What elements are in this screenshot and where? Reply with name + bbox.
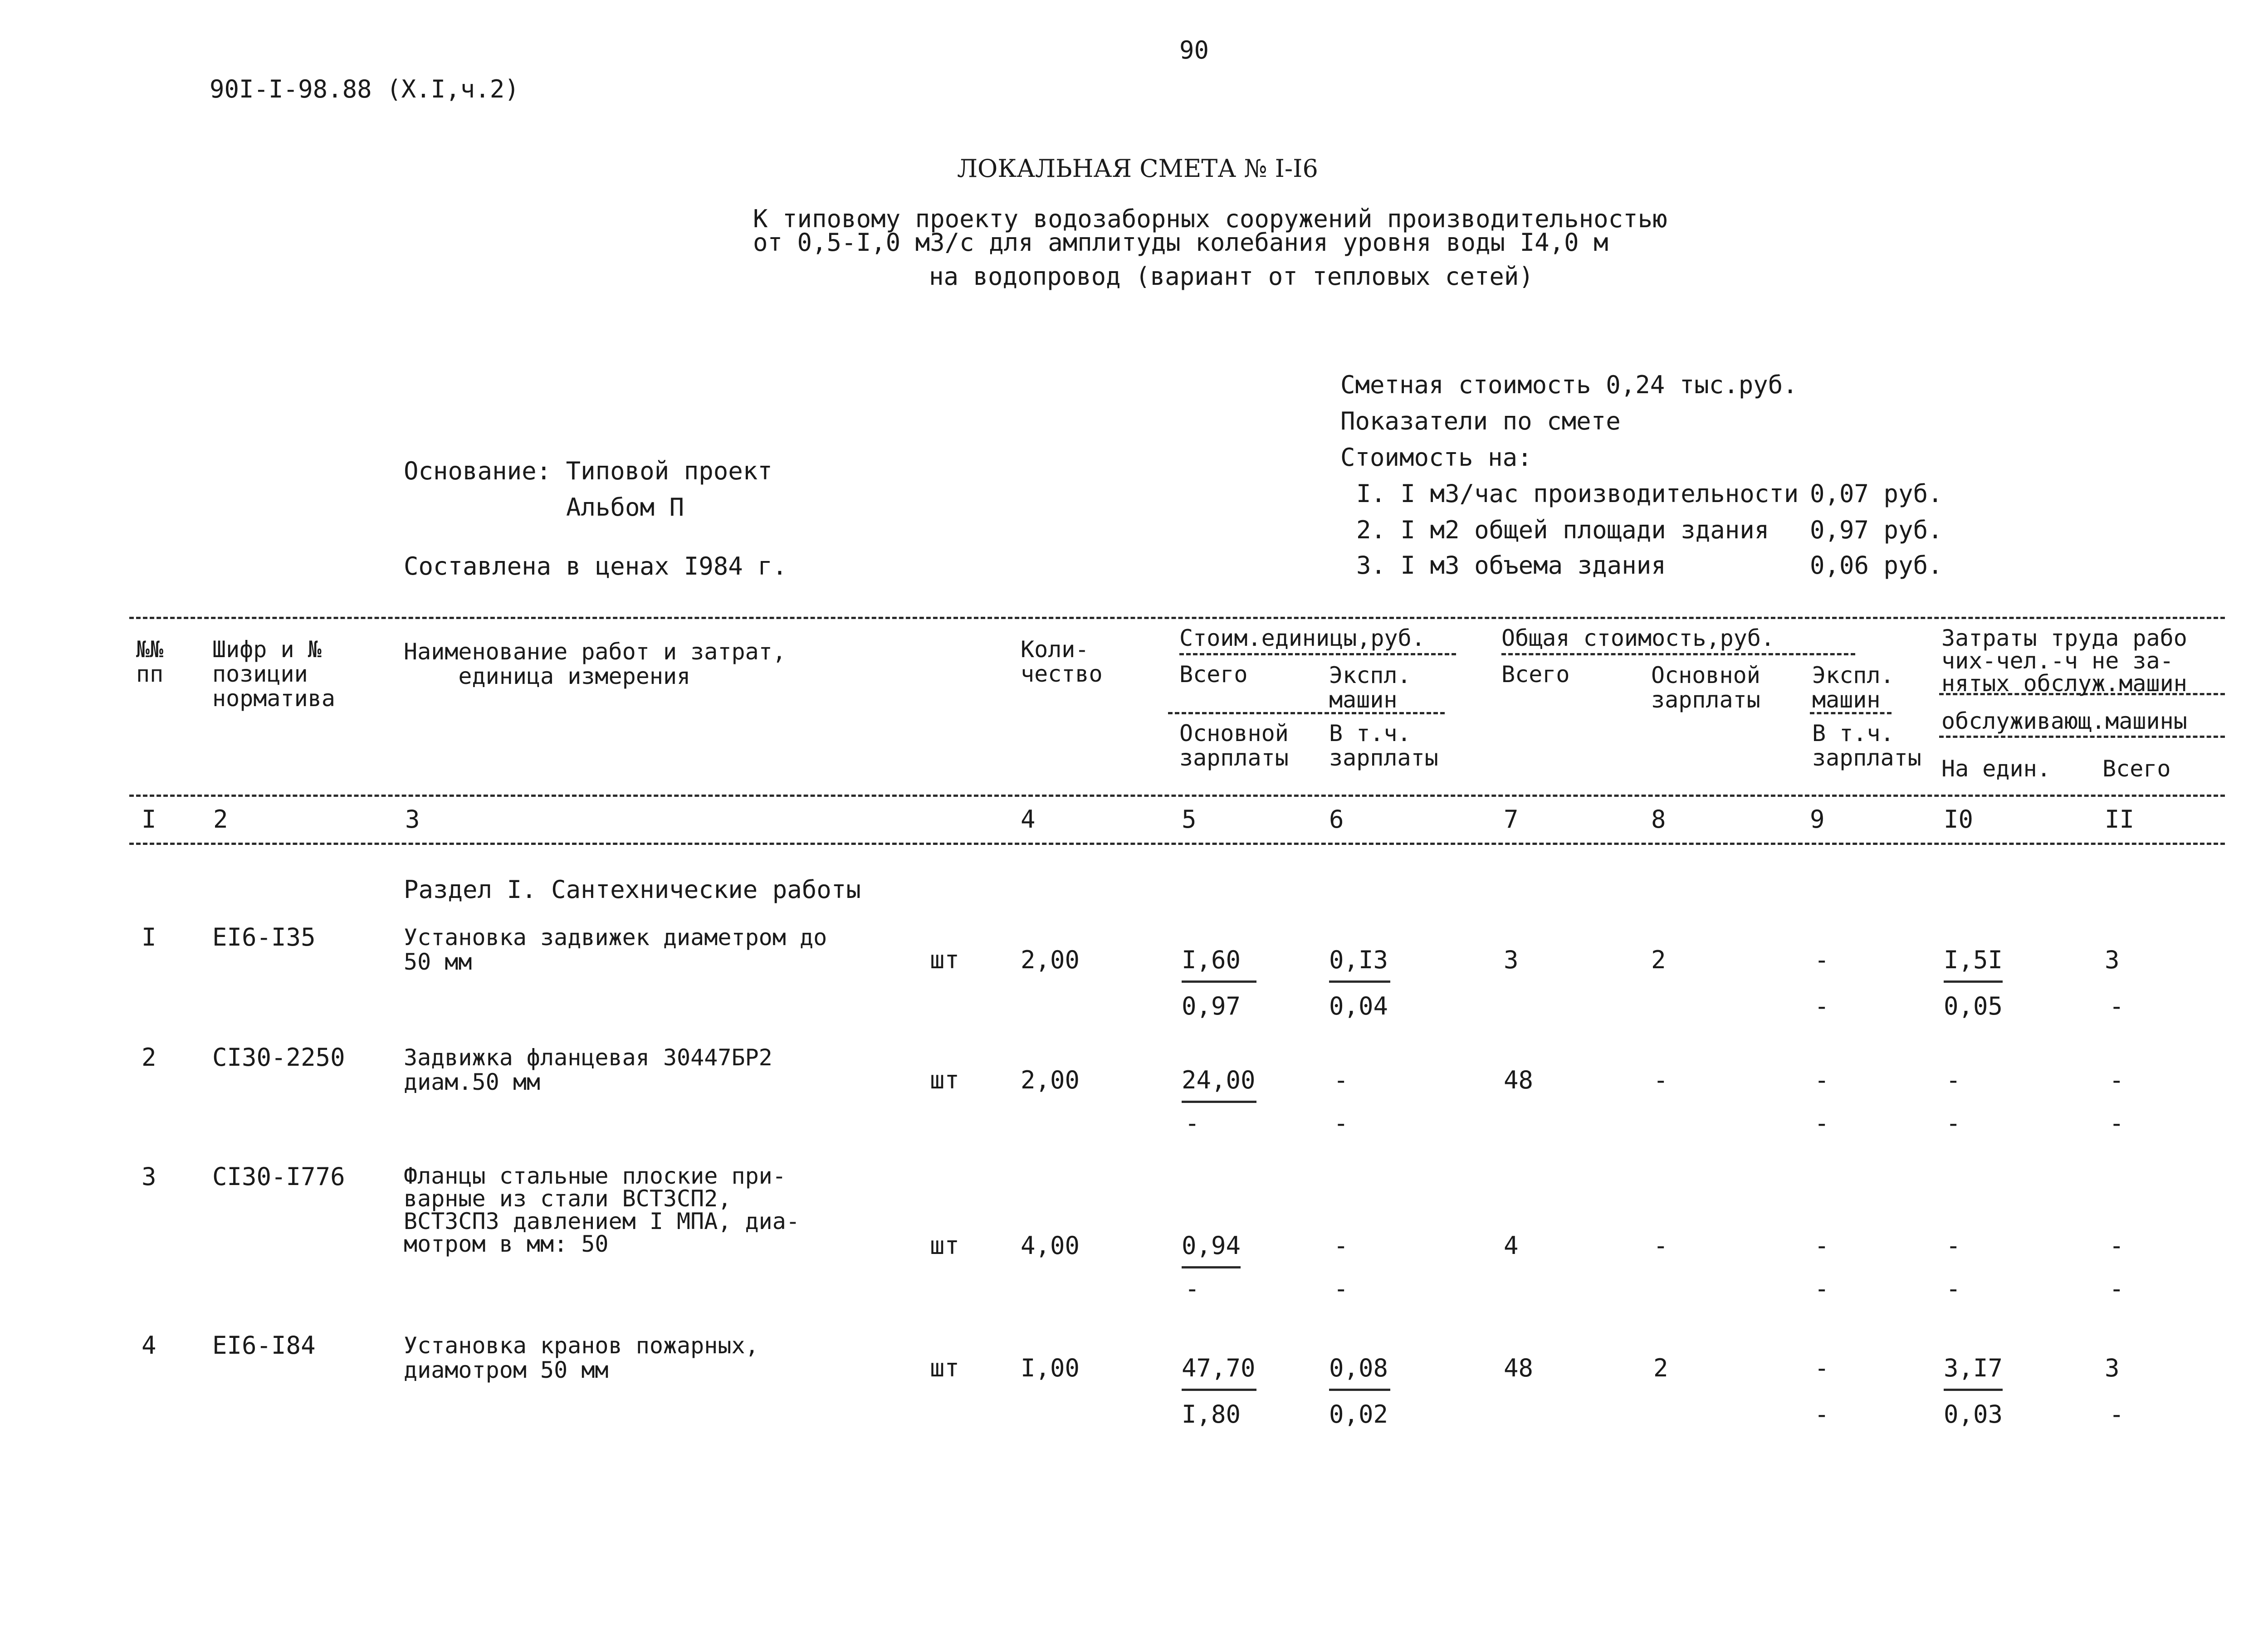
col-header-quantity: Коли- чество <box>1021 636 1103 687</box>
row-name: Установка кранов пожарных, диамотром 50 мм <box>404 1332 759 1383</box>
labor-rule-2 <box>1939 736 2225 738</box>
row-labor-total-machines: - <box>2109 992 2124 1020</box>
row-labor-unit-machines: 0,05 <box>1944 992 2003 1020</box>
col-group-unit-cost: Стоим.единицы,руб. <box>1179 625 1425 651</box>
col-header-10: На един. <box>1941 756 2051 782</box>
row-quantity: 2,00 <box>1021 946 1080 974</box>
row-unit-machines: - <box>1334 1231 1349 1260</box>
row-quantity: 2,00 <box>1021 1066 1080 1094</box>
col-header-5-bottom: Основной зарплаты <box>1179 720 1289 771</box>
col-header-9-top: Экспл. машин <box>1812 662 1894 713</box>
col-header-9-bottom: В т.ч. зарплаты <box>1812 720 1921 771</box>
row-unit-machine-wage: 0,04 <box>1329 992 1388 1020</box>
row-total-machine-wage: - <box>1814 1109 1829 1137</box>
row-unit-machine-wage: - <box>1334 1274 1349 1303</box>
row-labor-total: - <box>2109 1231 2124 1260</box>
row-unit-total: 0,94 <box>1182 1231 1241 1260</box>
row-total-machine-wage: - <box>1814 992 1829 1020</box>
row-labor-unit: 3,I7 <box>1944 1354 2003 1382</box>
col-header-labor-1: Затраты труда рабо <box>1941 625 2187 651</box>
summary-item-value: 0,97 руб. <box>1810 516 1943 544</box>
row-unit-machine-wage: - <box>1334 1109 1349 1137</box>
subtitle-line-1: К типовому проекту водозаборных сооружений производительностью <box>753 205 1667 233</box>
col-number: 8 <box>1651 805 1666 834</box>
col-number: 6 <box>1329 805 1344 834</box>
row-labor-total: 3 <box>2105 1354 2120 1382</box>
col-header-6-bottom: В т.ч. зарплаты <box>1329 720 1438 771</box>
row-labor-total-machines: - <box>2109 1109 2124 1137</box>
row-total-machines: - <box>1814 1066 1829 1094</box>
row-number: 2 <box>142 1043 156 1072</box>
row-total: 3 <box>1504 946 1519 974</box>
row-total: 4 <box>1504 1231 1519 1260</box>
summary-item-label: I. I м3/час производительности <box>1356 479 1799 508</box>
summary-item-value: 0,06 руб. <box>1810 551 1943 580</box>
row-unit-machines: 0,08 <box>1329 1354 1388 1382</box>
row-total-machines: - <box>1814 1231 1829 1260</box>
summary-item-label: 2. I м2 общей площади здания <box>1356 516 1769 544</box>
fraction-line <box>1944 1389 2003 1391</box>
row-code: EI6-I35 <box>212 923 316 951</box>
col-header-5-top: Всего <box>1179 661 1248 688</box>
header-bottom-rule <box>129 795 2225 797</box>
row-unit-machines: 0,I3 <box>1329 946 1388 974</box>
row-name: Установка задвижек диаметром до 50 мм <box>404 924 827 975</box>
col-header-8: Основной зарплаты <box>1651 662 1760 713</box>
row-total-wage: - <box>1653 1066 1668 1094</box>
basis-album: Альбом П <box>566 493 684 522</box>
col-header-6-top: Экспл. машин <box>1329 662 1411 713</box>
row-number: 4 <box>142 1331 156 1360</box>
row-total: 48 <box>1504 1354 1534 1382</box>
section-title: Раздел I. Сантехнические работы <box>404 875 861 904</box>
row-number: 3 <box>142 1162 156 1191</box>
fraction-line <box>1944 980 2003 983</box>
col-number: 4 <box>1021 805 1036 834</box>
col-number: I <box>142 805 156 834</box>
col-header-labor-4: обслуживающ.машины <box>1941 708 2187 734</box>
row-total: 48 <box>1504 1066 1534 1094</box>
row-name: Фланцы стальные плоские при- варные из стали ВСТ3СП2, ВСТ3СП3 давлением I МПА, диа- мотром в мм: 50 <box>404 1163 800 1257</box>
col-header-11: Всего <box>2102 756 2171 782</box>
fraction-line <box>1329 980 1390 983</box>
col-number: 2 <box>213 805 228 834</box>
col-number: I0 <box>1944 805 1974 834</box>
numbers-bottom-rule <box>129 843 2225 845</box>
row-code: CI30-I776 <box>212 1162 345 1191</box>
col-number: 9 <box>1810 805 1825 834</box>
row-unit-total: 24,00 <box>1182 1066 1256 1094</box>
subtitle-line-3: на водопровод (вариант от тепловых сетей) <box>929 262 1534 291</box>
fraction-line <box>1182 980 1256 983</box>
row-quantity: I,00 <box>1021 1354 1080 1382</box>
row-unit-machines: - <box>1334 1066 1349 1094</box>
col-number: 5 <box>1182 805 1197 834</box>
basis-prices: Составлена в ценах I984 г. <box>404 552 787 580</box>
row-total-machine-wage: - <box>1814 1400 1829 1429</box>
col-number: 7 <box>1504 805 1519 834</box>
subtitle-line-2: от 0,5-I,0 м3/с для амплитуды колебания уровня воды I4,0 м <box>753 228 1608 257</box>
page-number: 90 <box>1179 36 1209 64</box>
row-total-machines: - <box>1814 946 1829 974</box>
row-labor-unit: I,5I <box>1944 946 2003 974</box>
row-labor-total: 3 <box>2105 946 2120 974</box>
document-code: 90I-I-98.88 (X.I,ч.2) <box>210 75 519 103</box>
row-number: I <box>142 923 156 951</box>
row-unit-machine-wage: 0,02 <box>1329 1400 1388 1429</box>
summary-item-label: 3. I м3 объема здания <box>1356 551 1666 580</box>
summary-item-value: 0,07 руб. <box>1810 479 1943 508</box>
fraction-line <box>1182 1266 1241 1268</box>
row-unit: шт <box>930 1231 960 1260</box>
row-total-machine-wage: - <box>1814 1274 1829 1303</box>
row-total-wage: 2 <box>1651 946 1666 974</box>
row-labor-unit: - <box>1946 1231 1961 1260</box>
row-labor-unit-machines: 0,03 <box>1944 1400 2003 1429</box>
row-unit-total: 47,70 <box>1182 1354 1256 1382</box>
row-unit-wage: - <box>1185 1109 1200 1137</box>
fraction-line <box>1182 1389 1256 1391</box>
col-number: II <box>2105 805 2135 834</box>
row-unit: шт <box>930 946 960 974</box>
row-total-wage: - <box>1653 1231 1668 1260</box>
row-unit-wage: - <box>1185 1274 1200 1303</box>
row-labor-total-machines: - <box>2109 1274 2124 1303</box>
col-header-code: Шифр и № позиции норматива <box>212 636 335 712</box>
row-quantity: 4,00 <box>1021 1231 1080 1260</box>
col-header-labor-3: нятых обслуж.машин <box>1941 670 2187 697</box>
fraction-line <box>1329 1389 1390 1391</box>
col-header-name: Наименование работ и затрат, единица измерения <box>404 639 786 689</box>
row-code: CI30-2250 <box>212 1043 345 1072</box>
row-labor-unit-machines: - <box>1946 1109 1961 1137</box>
row-unit-total: I,60 <box>1182 946 1241 974</box>
row-unit-wage: I,80 <box>1182 1400 1241 1429</box>
col-header-labor-2: чих-чел.-ч не за- <box>1941 648 2174 674</box>
col-group-total-cost: Общая стоимость,руб. <box>1501 625 1775 651</box>
subcell-rule-5-6 <box>1168 712 1445 714</box>
page-title: ЛОКАЛЬНАЯ СМЕТА № I-I6 <box>957 154 1318 183</box>
col-header-number: №№ пп <box>136 636 164 687</box>
group-underline-unit <box>1179 653 1456 655</box>
basis-label: Основание: Типовой проект <box>404 457 772 485</box>
summary-cost-on: Стоимость на: <box>1340 443 1532 472</box>
fraction-line <box>1182 1101 1256 1103</box>
col-number: 3 <box>405 805 420 834</box>
row-labor-unit: - <box>1946 1066 1961 1094</box>
row-unit: шт <box>930 1354 960 1382</box>
row-unit-wage: 0,97 <box>1182 992 1241 1020</box>
group-underline-total <box>1501 653 1855 655</box>
row-unit: шт <box>930 1066 960 1094</box>
summary-indicators: Показатели по смете <box>1340 407 1621 435</box>
row-code: EI6-I84 <box>212 1331 316 1360</box>
row-labor-total: - <box>2109 1066 2124 1094</box>
summary-cost: Сметная стоимость 0,24 тыс.руб. <box>1340 371 1798 399</box>
table-top-rule <box>129 617 2225 619</box>
row-name: Задвижка фланцевая 30447БР2 диам.50 мм <box>404 1044 772 1095</box>
row-total-machines: - <box>1814 1354 1829 1382</box>
row-total-wage: 2 <box>1653 1354 1668 1382</box>
col-header-7: Всего <box>1501 661 1570 688</box>
row-labor-total-machines: - <box>2109 1400 2124 1429</box>
row-labor-unit-machines: - <box>1946 1274 1961 1303</box>
